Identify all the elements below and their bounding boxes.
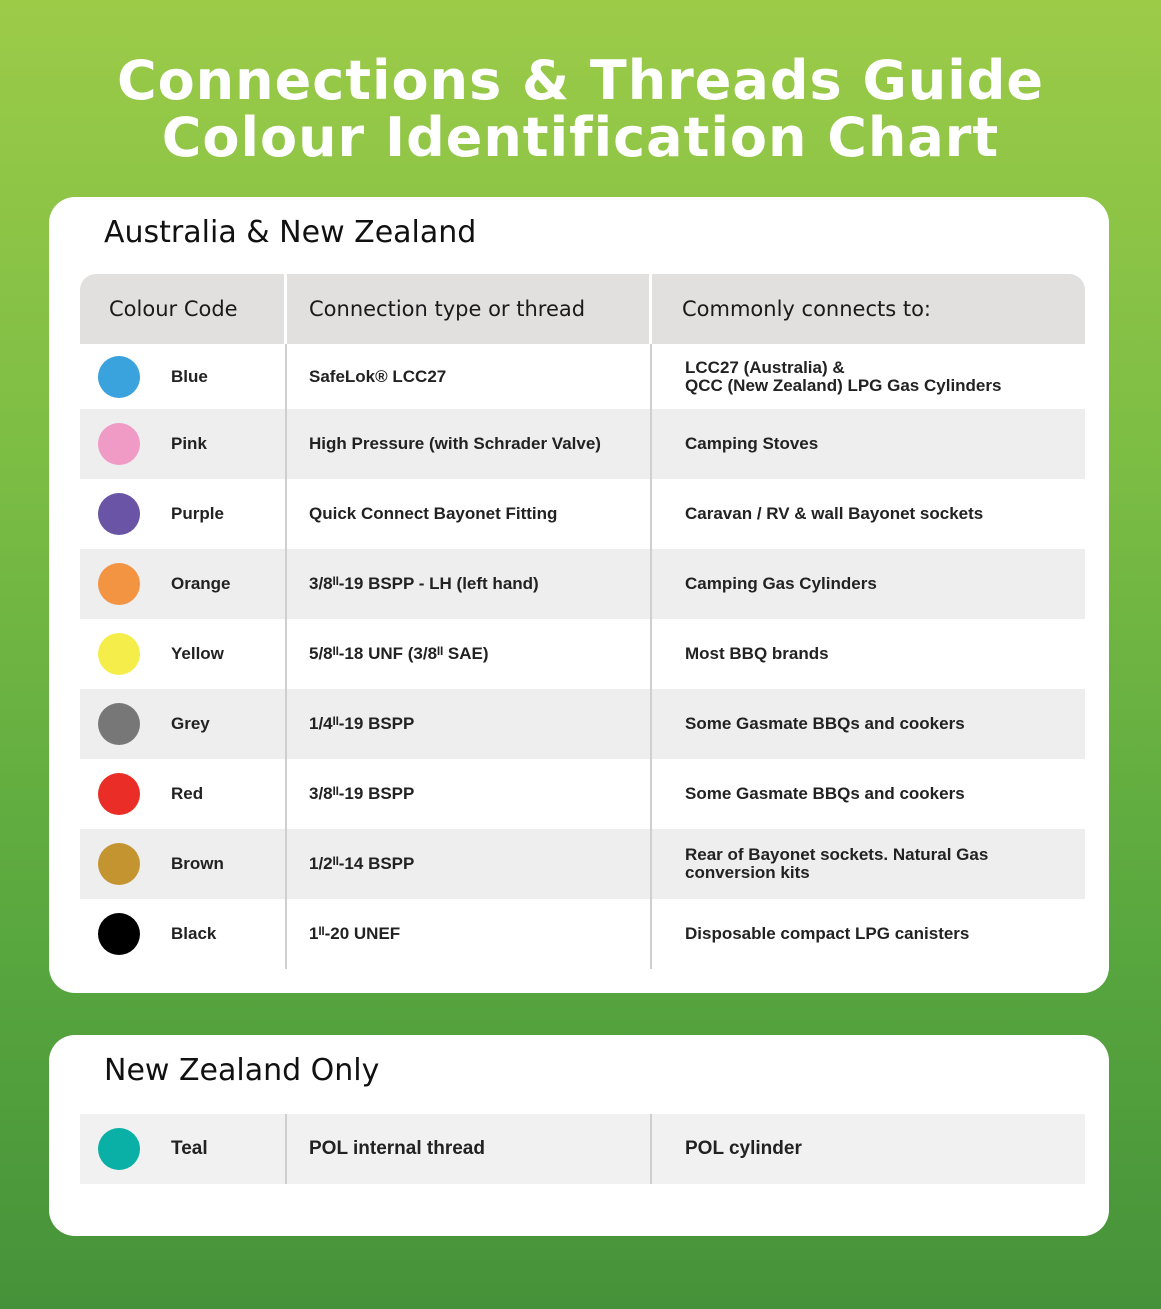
connects-cell: Most BBQ brands: [685, 644, 829, 663]
table-row: [80, 549, 1085, 619]
connection-cell: 3/8ᴵᴵ-19 BSPP - LH (left hand): [287, 549, 652, 619]
colour-name: Purple: [171, 504, 224, 523]
connects-cell: Some Gasmate BBQs and cookers: [685, 784, 965, 803]
colour-name: Yellow: [171, 644, 224, 663]
colour-cell: [80, 689, 287, 759]
colour-name: Blue: [171, 366, 208, 386]
colour-cell: [80, 549, 287, 619]
connects-cell: Some Gasmate BBQs and cookers: [685, 714, 965, 733]
table-row: [80, 344, 1085, 409]
nz-table: [80, 1114, 1085, 1184]
colour-swatch-icon: [98, 493, 140, 535]
colour-name: Pink: [171, 434, 207, 453]
colour-cell: [80, 1114, 287, 1184]
connection-cell: POL internal thread: [287, 1114, 652, 1184]
header-connects-to: Commonly connects to:: [682, 297, 932, 321]
page-title: [0, 49, 1161, 169]
connection-cell: SafeLok® LCC27: [287, 344, 652, 409]
header-connection-type: Connection type or thread: [287, 274, 652, 344]
colour-name: Black: [171, 924, 217, 943]
nz-heading: New Zealand Only: [104, 1053, 380, 1088]
anz-table: [80, 274, 1085, 969]
connects-cell: Disposable compact LPG canisters: [685, 924, 970, 943]
colour-swatch-icon: [98, 773, 140, 815]
anz-card: [49, 197, 1109, 993]
connection-cell: 1/4ᴵᴵ-19 BSPP: [287, 689, 652, 759]
connects-cell: POL cylinder: [685, 1138, 802, 1159]
colour-swatch-icon: [98, 703, 140, 745]
colour-cell: [80, 479, 287, 549]
header-colour-code: Colour Code: [80, 274, 287, 344]
colour-name: Teal: [171, 1138, 208, 1159]
table-row: [80, 619, 1085, 689]
table-row: [80, 1114, 1085, 1184]
colour-name: Orange: [171, 574, 231, 593]
colour-cell: [80, 409, 287, 479]
connects-cell: Caravan / RV & wall Bayonet sockets: [685, 504, 984, 523]
colour-cell: [80, 619, 287, 689]
anz-heading: Australia & New Zealand: [104, 215, 477, 250]
table-header: [80, 274, 1085, 344]
title-line-2: Colour Identification Chart: [161, 106, 1000, 169]
table-row: [80, 759, 1085, 829]
colour-swatch-icon: [98, 1128, 140, 1170]
connection-cell: High Pressure (with Schrader Valve): [287, 409, 652, 479]
title-line-1: Connections & Threads Guide: [116, 49, 1045, 112]
connection-cell: 3/8ᴵᴵ-19 BSPP: [287, 759, 652, 829]
colour-swatch-icon: [98, 913, 140, 955]
connects-cell: Camping Gas Cylinders: [685, 574, 877, 593]
colour-cell: [80, 759, 287, 829]
table-row: [80, 479, 1085, 549]
connection-cell: 1ᴵᴵ-20 UNEF: [287, 899, 652, 969]
connects-cell: Rear of Bayonet sockets. Natural Gas conversion kits: [685, 845, 989, 882]
colour-swatch-icon: [98, 843, 140, 885]
anz-rows: [80, 344, 1085, 969]
colour-swatch-icon: [98, 563, 140, 605]
connection-cell: 5/8ᴵᴵ-18 UNF (3/8ᴵᴵ SAE): [287, 619, 652, 689]
colour-cell: [80, 344, 287, 409]
nz-card: [49, 1035, 1109, 1236]
nz-rows: [80, 1114, 1085, 1184]
connects-cell: Camping Stoves: [685, 434, 819, 453]
connection-cell: Quick Connect Bayonet Fitting: [287, 479, 652, 549]
connects-cell: LCC27 (Australia) & QCC (New Zealand) LPG Gas Cylinders: [685, 357, 1002, 395]
colour-swatch-icon: [98, 423, 140, 465]
colour-name: Red: [171, 784, 204, 803]
table-row: [80, 899, 1085, 969]
colour-cell: [80, 899, 287, 969]
table-row: [80, 409, 1085, 479]
colour-swatch-icon: [98, 356, 140, 398]
connection-cell: 1/2ᴵᴵ-14 BSPP: [287, 829, 652, 899]
table-row: [80, 689, 1085, 759]
table-row: [80, 829, 1085, 899]
colour-name: Brown: [171, 854, 224, 873]
colour-cell: [80, 829, 287, 899]
colour-name: Grey: [171, 714, 210, 733]
colour-swatch-icon: [98, 633, 140, 675]
